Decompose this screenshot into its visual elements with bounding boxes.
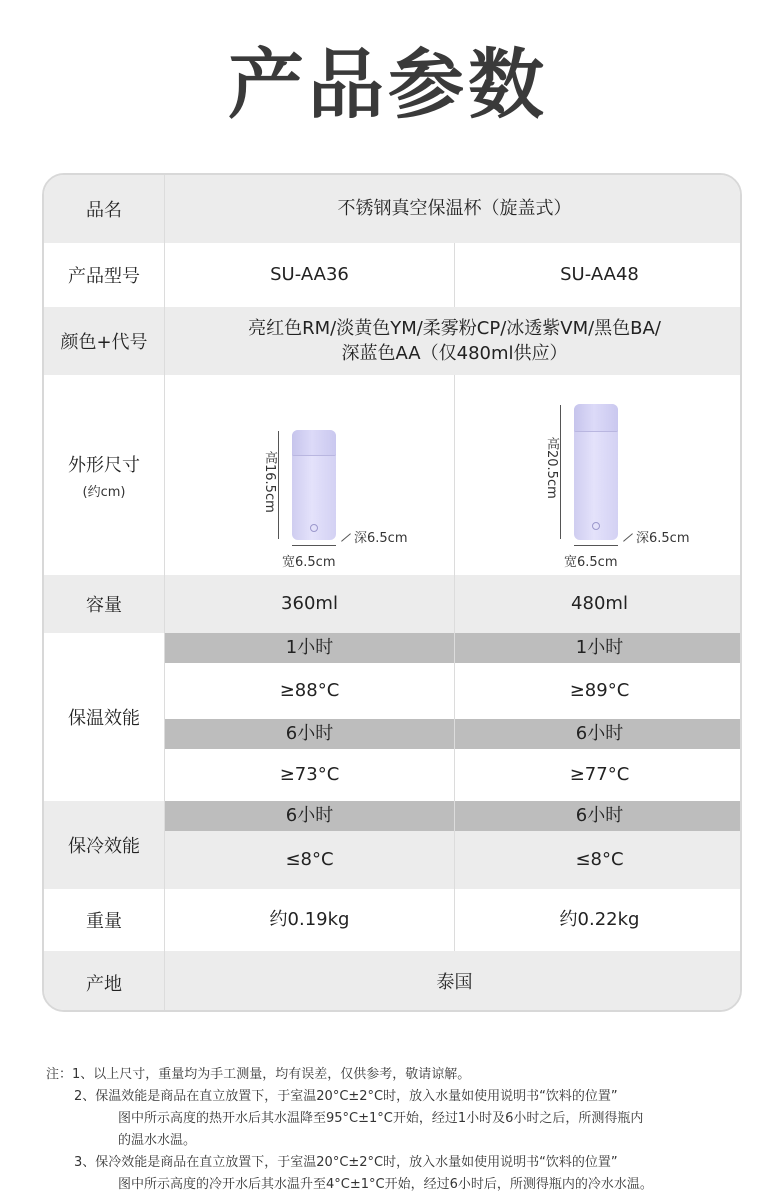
label-size-unit: (约cm)	[82, 484, 126, 500]
row-color	[44, 307, 742, 375]
label-weight: 重量	[86, 911, 122, 932]
row-weight	[44, 889, 742, 951]
model-b: SU-AA48	[560, 264, 639, 286]
cup-b-height: 高20.5cm	[544, 437, 559, 499]
warm-6h-b: 6小时	[575, 723, 624, 745]
page-title: 产品参数	[228, 40, 548, 129]
cup-a-height: 高16.5cm	[262, 451, 277, 513]
note-2-line-2: 图中所示高度的热开水后其水温降至95°C±1°C开始，经过1小时及6小时之后，所测得瓶内	[118, 1111, 644, 1126]
row-size	[44, 375, 742, 575]
model-a: SU-AA36	[270, 264, 349, 286]
value-origin: 泰国	[436, 971, 473, 993]
color-line-2: 深蓝色AA（仅480ml供应）	[341, 343, 568, 364]
cold-6h-value-b: ≤8°C	[575, 849, 624, 871]
note-2-line-1: 2、保温效能是商品在直立放置下，于室温20°C±2°C时，放入水量如使用说明书“饮料的位置”	[74, 1089, 618, 1104]
warm-1h-a: 1小时	[285, 637, 334, 659]
warm-1h-value-b: ≥89°C	[569, 680, 630, 702]
label-model: 产品型号	[68, 266, 140, 287]
row-capacity	[44, 575, 742, 633]
row-cold	[44, 801, 742, 889]
warm-6h-value-b: ≥77°C	[569, 764, 630, 786]
label-size-main: 外形尺寸	[68, 454, 140, 476]
value-name: 不锈钢真空保温杯（旋盖式）	[337, 198, 572, 220]
label-origin: 产地	[86, 973, 122, 995]
color-line-1: 亮红色RM/淡黄色YM/柔雾粉CP/冰透紫VM/黑色BA/	[248, 317, 661, 339]
label-cold: 保冷效能	[68, 836, 140, 857]
notes	[46, 1064, 766, 1196]
row-warm	[44, 633, 742, 801]
cold-6h-b: 6小时	[575, 805, 624, 827]
cold-6h-a: 6小时	[285, 805, 334, 827]
warm-6h-value-a: ≥73°C	[279, 764, 340, 786]
row-model	[44, 243, 742, 307]
row-name	[44, 175, 742, 243]
note-3-line-2: 图中所示高度的冷开水后其水温升至4°C±1°C开始，经过6小时后，所测得瓶内的冷水水温。	[118, 1177, 653, 1192]
label-name: 品名	[86, 200, 122, 221]
note-1: 注：1、以上尺寸，重量均为手工测量，均有误差，仅供参考，敬请谅解。	[46, 1067, 471, 1082]
cup-b-depth: 深6.5cm	[636, 531, 690, 546]
cup-a-depth: 深6.5cm	[354, 531, 408, 546]
note-3-line-1: 3、保冷效能是商品在直立放置下，于室温20°C±2°C时，放入水量如使用说明书“饮料的位置”	[74, 1155, 618, 1170]
cup-a-width: 宽6.5cm	[282, 555, 336, 570]
warm-1h-value-a: ≥88°C	[279, 680, 340, 702]
note-2-line-3: 的温水水温。	[118, 1133, 197, 1148]
weight-b: 约0.22kg	[559, 909, 640, 931]
cold-6h-value-a: ≤8°C	[285, 849, 334, 871]
label-color: 颜色+代号	[60, 332, 148, 353]
row-origin	[44, 951, 742, 1012]
weight-a: 约0.19kg	[269, 909, 350, 931]
label-size	[44, 375, 164, 575]
warm-6h-a: 6小时	[285, 723, 334, 745]
cup-a-image	[292, 430, 336, 540]
cup-b-width: 宽6.5cm	[564, 555, 618, 570]
cup-b-image	[574, 404, 618, 540]
label-capacity: 容量	[86, 595, 122, 616]
warm-1h-b: 1小时	[575, 637, 624, 659]
value-color	[165, 307, 742, 375]
spec-table	[42, 173, 742, 1012]
label-warm: 保温效能	[68, 708, 140, 729]
capacity-a: 360ml	[281, 593, 338, 615]
capacity-b: 480ml	[571, 593, 628, 615]
